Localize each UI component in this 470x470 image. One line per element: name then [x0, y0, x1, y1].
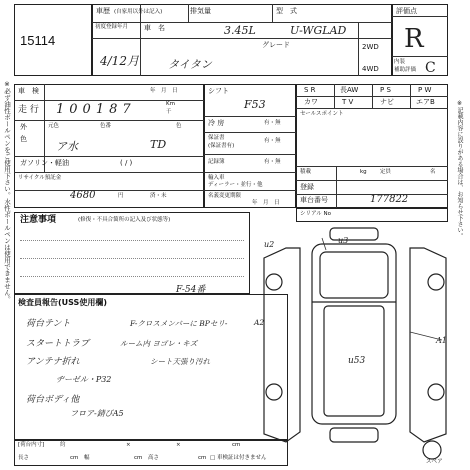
- note-right-line-2: ルーム内 ヨゴレ・キズ: [120, 339, 198, 348]
- drive-4wd: 4WD: [362, 65, 379, 73]
- warranty-note: (保証書有): [208, 143, 235, 149]
- inspector-title: 検査員報告(USS使用欄): [18, 298, 107, 307]
- drive-2wd: 2WD: [362, 43, 379, 51]
- cargo-title: [荷台内寸]: [18, 442, 45, 448]
- note-right-line-4: A2: [254, 318, 265, 327]
- load-capacity-unit: kg: [360, 169, 367, 175]
- note-right-line-3: シート天張り汚れ: [150, 357, 210, 366]
- damage-u3-center: u53: [348, 356, 366, 366]
- color-number-label: 色番: [100, 123, 112, 129]
- color-value: ア水: [56, 140, 78, 153]
- equip-leather: カワ: [304, 98, 318, 106]
- import-options: ディーラー・並行・他: [208, 182, 263, 188]
- warranty-options: 有・無: [264, 138, 281, 144]
- cargo-height-label: 高さ: [148, 455, 160, 461]
- odometer-label: 走 行: [18, 105, 39, 115]
- fuel-label: ガソリン・軽油: [20, 159, 69, 167]
- equip-aw: 長AW: [340, 86, 359, 94]
- model-value: U-WGLAD: [290, 24, 347, 37]
- interior-value: C: [425, 60, 436, 76]
- original-color-label: 元色: [48, 123, 60, 129]
- first-reg-label: 初度登録年月: [95, 24, 129, 30]
- notes-title-text: 注意事項: [20, 215, 57, 225]
- shaken-unit: 年 月 日: [150, 88, 178, 94]
- trim-value: TD: [150, 138, 167, 151]
- recycle-value: 4680: [70, 190, 96, 201]
- vehicle-diagram: [250, 222, 460, 468]
- damage-u2: u2: [264, 240, 275, 249]
- right-side-note: ※記載内容に誤りがある場合は、お知らせ下さい。: [456, 100, 463, 239]
- fuel-value: ( / ): [120, 159, 133, 167]
- score-value: R: [404, 24, 424, 54]
- cargo-length-label: 長さ: [18, 455, 30, 461]
- damage-u3-top: u3: [338, 236, 349, 245]
- note-line-3: アンテナ折れ: [26, 357, 80, 367]
- inner-color-label: 色: [176, 123, 182, 129]
- odometer-value: 100187: [56, 102, 136, 117]
- recycle-label: リサイクル預託金: [18, 175, 62, 181]
- equip-pw: P W: [418, 86, 432, 94]
- note-line-1: 荷台テント: [26, 319, 71, 329]
- odometer-unit: Km: [166, 101, 175, 107]
- ac-options: 有・無: [264, 120, 281, 126]
- notes-handwritten: F-54番: [176, 285, 206, 295]
- cargo-inner: 約: [60, 442, 66, 448]
- serial-label: シリアル No: [300, 211, 332, 217]
- cargo-unit-4: cm: [198, 455, 207, 461]
- history-note: (自家用以外は記入): [114, 9, 163, 15]
- recycle-options: 済・未: [150, 193, 167, 199]
- frame-label: 車台番号: [300, 196, 328, 204]
- name-change-unit: 年 月 日: [252, 200, 280, 206]
- equip-airbag: エアB: [416, 98, 435, 106]
- displacement-value: 3.45L: [224, 24, 256, 37]
- displacement-label: 排気量: [190, 7, 211, 15]
- notes-subtitle: (修復・不具合箇所の記入及び状態等): [78, 217, 171, 223]
- model-label: 型 式: [276, 7, 297, 15]
- car-name-label: 車 名: [144, 24, 165, 32]
- equip-sr: S R: [304, 86, 316, 94]
- shift-value: F53: [244, 98, 266, 111]
- interior-sub: 補助評価: [394, 67, 417, 73]
- load-capacity-label: 積載: [300, 169, 312, 175]
- notes-title: [20, 216, 56, 225]
- outer-label: 外: [20, 123, 27, 131]
- side-warning: ※必ず油性ボールペンをご使用下さい。水性ボールペンは使用できません。: [3, 80, 11, 303]
- maintenance-label: 記録簿: [208, 159, 225, 165]
- cargo-block: [14, 440, 288, 466]
- equip-navi: ナビ: [380, 98, 394, 106]
- register-label: 登録: [300, 183, 314, 191]
- note-line-4: ヂーゼル・P32: [56, 375, 112, 384]
- first-reg-value: 4/12月: [100, 54, 139, 68]
- history-label: 車歴: [96, 7, 110, 15]
- maintenance-options: 有・無: [264, 159, 281, 165]
- shaken-label: 車 検: [18, 87, 39, 95]
- frame-value: 177822: [370, 194, 409, 205]
- car-name-value: タイタン: [168, 58, 212, 71]
- cargo-footnote: □ 車検証は付きません: [210, 455, 267, 461]
- import-label: 輸入車: [208, 175, 225, 181]
- ac-label: 冷 房: [208, 119, 225, 127]
- note-line-6: フロア-錆びA5: [70, 409, 124, 418]
- recycle-unit: 円: [118, 193, 124, 199]
- note-right-line-1: F-クロスメンバーに BPセリ-: [130, 319, 228, 328]
- cargo-unit-3: cm: [134, 455, 143, 461]
- shift-label: シフト: [208, 87, 229, 95]
- cargo-cross-2: ×: [176, 442, 181, 448]
- damage-a1: A1: [436, 336, 447, 345]
- cargo-unit-2: cm: [70, 455, 79, 461]
- interior-label: 内装: [394, 59, 406, 65]
- odometer-marks: 千: [166, 109, 172, 115]
- fixed-capacity-unit: 名: [430, 169, 436, 175]
- warranty-label: 保証書: [208, 135, 225, 141]
- fixed-capacity-label: 定員: [380, 169, 392, 175]
- score-label: 評価点: [396, 7, 417, 15]
- spare-label: スペア: [426, 459, 443, 465]
- cargo-cross-1: ×: [126, 442, 131, 448]
- color-label: 色: [20, 135, 27, 143]
- sales-point-label: セールスポイント: [300, 111, 344, 117]
- name-change-label: 名義変更期限: [208, 193, 242, 199]
- equip-tv: T V: [342, 98, 354, 106]
- note-line-2: スタートトラブ: [26, 339, 90, 349]
- lot-number: 15114: [20, 33, 56, 48]
- note-line-5: 荷台ボディ他: [26, 395, 80, 405]
- cargo-unit-1: cm: [232, 442, 241, 448]
- equip-ps: P S: [380, 86, 391, 94]
- grade-label: グレード: [262, 41, 290, 49]
- cargo-width-label: 幅: [84, 455, 90, 461]
